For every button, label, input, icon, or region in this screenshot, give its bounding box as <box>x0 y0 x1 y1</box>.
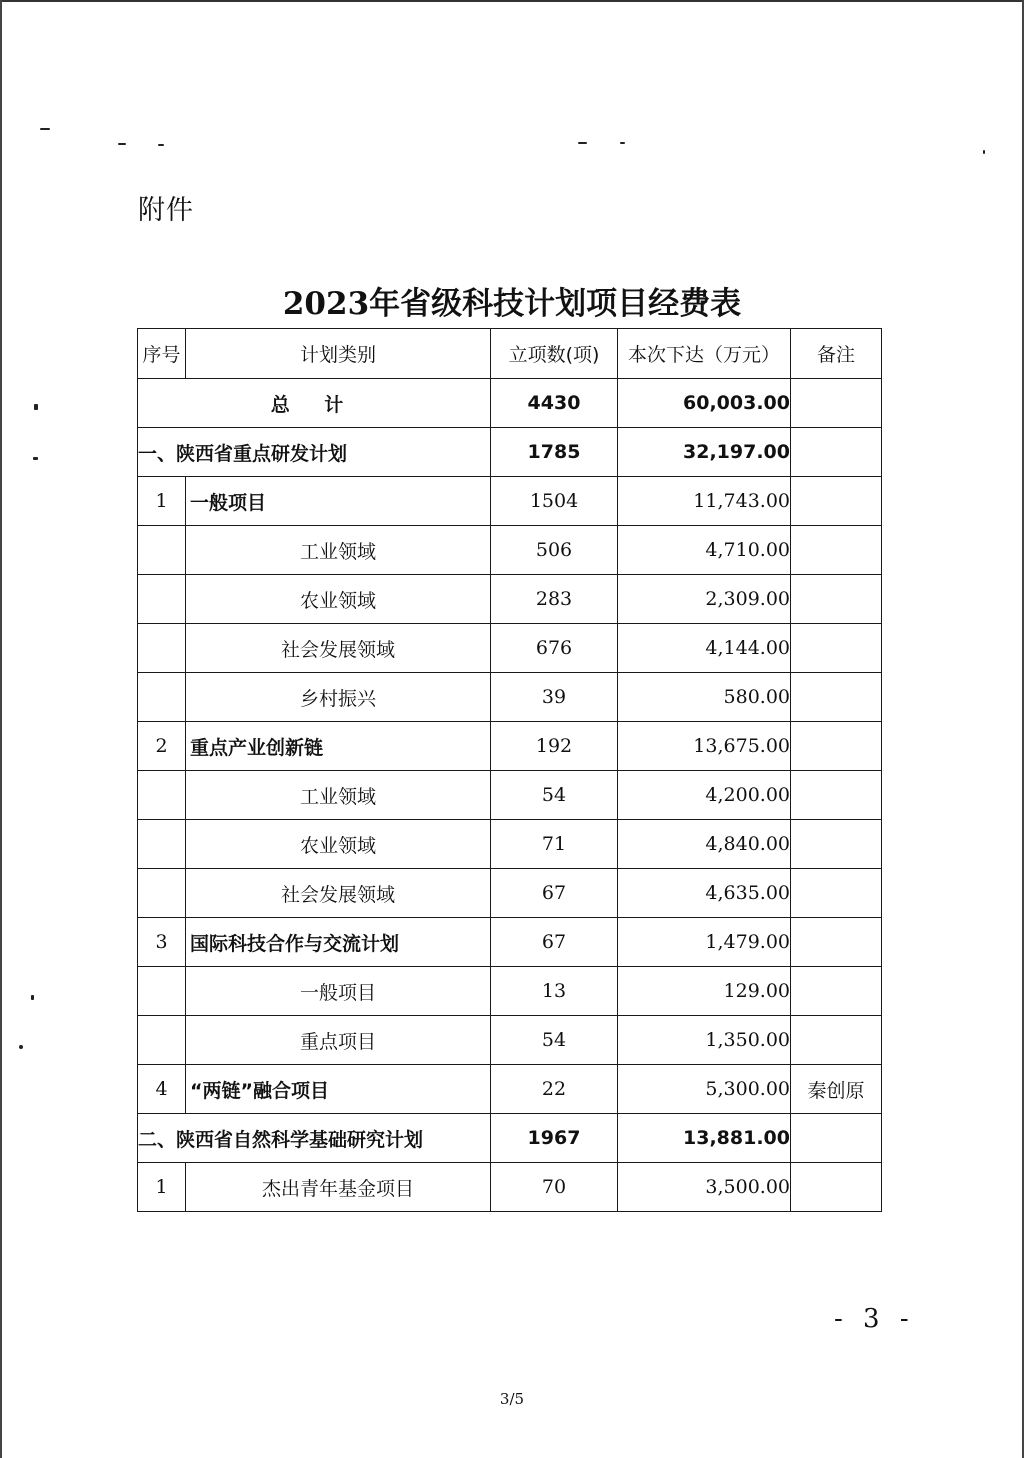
table-row <box>138 722 882 771</box>
row-remark <box>791 575 882 624</box>
row-category: 农业领域 <box>186 820 491 869</box>
row-amount: 5,300.00 <box>618 1065 791 1114</box>
row-remark <box>791 918 882 967</box>
row-amount: 11,743.00 <box>618 477 791 526</box>
scan-border-top <box>0 0 1024 2</box>
row-count: 1504 <box>491 477 618 526</box>
row-count: 71 <box>491 820 618 869</box>
table-row <box>138 575 882 624</box>
scan-speck <box>33 457 38 460</box>
row-no <box>138 1016 186 1065</box>
row-category: 工业领域 <box>186 526 491 575</box>
row-amount: 4,710.00 <box>618 526 791 575</box>
row-category: 乡村振兴 <box>186 673 491 722</box>
row-no: 4 <box>138 1065 186 1114</box>
row-count: 13 <box>491 967 618 1016</box>
row-category: 杰出青年基金项目 <box>186 1163 491 1212</box>
row-count: 39 <box>491 673 618 722</box>
row-amount: 32,197.00 <box>618 428 791 477</box>
row-no <box>138 575 186 624</box>
table-row <box>138 869 882 918</box>
row-remark <box>791 722 882 771</box>
row-no: 3 <box>138 918 186 967</box>
table-row <box>138 771 882 820</box>
row-count: 67 <box>491 918 618 967</box>
table-row <box>138 820 882 869</box>
row-count: 283 <box>491 575 618 624</box>
row-no: 2 <box>138 722 186 771</box>
row-category: 一、陕西省重点研发计划 <box>138 428 491 477</box>
attachment-label: 附件 <box>138 195 194 226</box>
row-count: 4430 <box>491 379 618 428</box>
row-amount: 13,675.00 <box>618 722 791 771</box>
header-remark: 备注 <box>791 329 882 379</box>
row-remark <box>791 379 882 428</box>
row-no <box>138 526 186 575</box>
row-amount: 3,500.00 <box>618 1163 791 1212</box>
table-row <box>138 1065 882 1114</box>
scan-speck <box>31 995 34 1000</box>
row-remark <box>791 624 882 673</box>
row-count: 676 <box>491 624 618 673</box>
table-row <box>138 526 882 575</box>
table-row-section <box>138 1114 882 1163</box>
row-category: 工业领域 <box>186 771 491 820</box>
row-remark <box>791 526 882 575</box>
row-category: 总 计 <box>138 379 491 428</box>
row-category: 二、陕西省自然科学基础研究计划 <box>138 1114 491 1163</box>
scan-speck <box>578 142 587 144</box>
row-remark <box>791 428 882 477</box>
row-no <box>138 624 186 673</box>
scan-speck <box>118 143 126 145</box>
row-no <box>138 771 186 820</box>
table-row <box>138 624 882 673</box>
table-row <box>138 673 882 722</box>
row-no <box>138 967 186 1016</box>
header-no: 序号 <box>138 329 186 379</box>
table-row-total <box>138 379 882 428</box>
row-remark <box>791 1163 882 1212</box>
scan-speck <box>158 144 164 146</box>
row-no <box>138 869 186 918</box>
row-count: 54 <box>491 771 618 820</box>
row-amount: 60,003.00 <box>618 379 791 428</box>
row-category: 一般项目 <box>186 967 491 1016</box>
row-category: “两链”融合项目 <box>186 1065 491 1114</box>
scan-speck <box>19 1045 23 1049</box>
scan-speck <box>620 142 625 144</box>
row-remark <box>791 477 882 526</box>
row-remark <box>791 1114 882 1163</box>
row-remark <box>791 967 882 1016</box>
row-amount: 129.00 <box>618 967 791 1016</box>
scan-speck <box>40 128 50 130</box>
row-remark <box>791 869 882 918</box>
row-count: 54 <box>491 1016 618 1065</box>
row-count: 67 <box>491 869 618 918</box>
page-title: 2023年省级科技计划项目经费表 <box>282 286 742 322</box>
table-header-row <box>138 329 882 379</box>
table-row <box>138 918 882 967</box>
budget-table <box>137 328 882 1212</box>
scan-border-left <box>0 0 2 1458</box>
row-amount: 1,350.00 <box>618 1016 791 1065</box>
row-remark <box>791 771 882 820</box>
scan-speck <box>983 150 985 154</box>
row-no: 1 <box>138 477 186 526</box>
row-count: 192 <box>491 722 618 771</box>
row-remark <box>791 673 882 722</box>
header-amount: 本次下达（万元） <box>618 329 791 379</box>
row-category: 国际科技合作与交流计划 <box>186 918 491 967</box>
row-category: 社会发展领域 <box>186 869 491 918</box>
row-amount: 2,309.00 <box>618 575 791 624</box>
row-count: 506 <box>491 526 618 575</box>
scan-speck <box>34 404 38 410</box>
header-count: 立项数(项) <box>491 329 618 379</box>
row-no <box>138 673 186 722</box>
row-category: 重点项目 <box>186 1016 491 1065</box>
row-amount: 13,881.00 <box>618 1114 791 1163</box>
page-number: - 3 - <box>834 1304 915 1334</box>
row-no: 1 <box>138 1163 186 1212</box>
row-amount: 4,144.00 <box>618 624 791 673</box>
row-amount: 4,200.00 <box>618 771 791 820</box>
pdf-page-indicator: 3/5 <box>499 1390 525 1408</box>
row-amount: 4,840.00 <box>618 820 791 869</box>
row-amount: 1,479.00 <box>618 918 791 967</box>
table-row <box>138 477 882 526</box>
table-row-section <box>138 428 882 477</box>
table-row <box>138 1163 882 1212</box>
row-category: 重点产业创新链 <box>186 722 491 771</box>
row-remark <box>791 820 882 869</box>
row-category: 农业领域 <box>186 575 491 624</box>
row-amount: 4,635.00 <box>618 869 791 918</box>
header-category: 计划类别 <box>186 329 491 379</box>
row-remark <box>791 1016 882 1065</box>
row-category: 社会发展领域 <box>186 624 491 673</box>
table-row <box>138 967 882 1016</box>
row-amount: 580.00 <box>618 673 791 722</box>
row-count: 1967 <box>491 1114 618 1163</box>
row-count: 70 <box>491 1163 618 1212</box>
row-count: 22 <box>491 1065 618 1114</box>
row-no <box>138 820 186 869</box>
row-count: 1785 <box>491 428 618 477</box>
row-remark: 秦创原 <box>791 1065 882 1114</box>
table-row <box>138 1016 882 1065</box>
row-category: 一般项目 <box>186 477 491 526</box>
